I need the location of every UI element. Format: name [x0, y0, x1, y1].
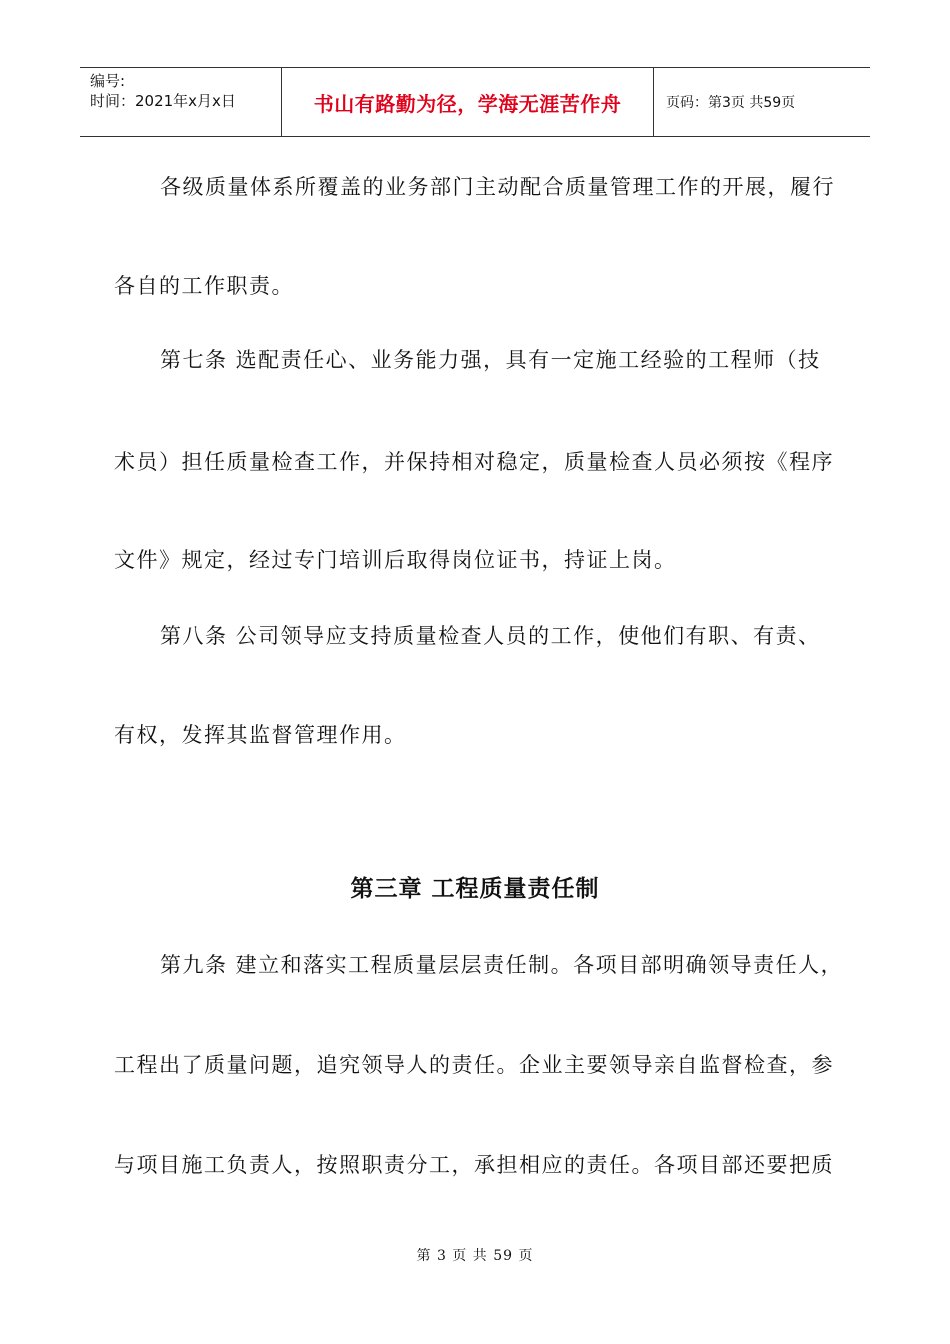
header-motto-cell	[282, 68, 654, 136]
page-footer: 第 3 页 共 59 页	[416, 1248, 534, 1264]
body-line: 第七条 选配责任心、业务能力强，具有一定施工经验的工程师（技	[160, 348, 821, 372]
body-line: 第九条 建立和落实工程质量层层责任制。各项目部明确领导责任人，	[160, 953, 844, 977]
body-line: 各级质量体系所覆盖的业务部门主动配合质量管理工作的开展，履行	[160, 175, 835, 199]
chapter-heading: 第三章 工程质量责任制	[350, 876, 600, 902]
body-line: 文件》规定，经过专门培训后取得岗位证书，持证上岗。	[114, 548, 677, 572]
body-line: 各自的工作职责。	[114, 274, 294, 298]
body-line: 与项目施工负责人，按照职责分工，承担相应的责任。各项目部还要把质	[114, 1153, 834, 1177]
header-motto: 书山有路勤为径，学海无涯苦作舟	[313, 91, 622, 116]
document-header	[80, 67, 870, 137]
body-line: 术员）担任质量检查工作，并保持相对稳定，质量检查人员必须按《程序	[114, 450, 834, 474]
body-line: 工程出了质量问题，追究领导人的责任。企业主要领导亲自监督检查，参	[114, 1053, 834, 1077]
document-date-label: 时间：2021年x月x日	[90, 92, 236, 110]
body-line: 有权，发挥其监督管理作用。	[114, 723, 407, 747]
body-line: 第八条 公司领导应支持质量检查人员的工作，使他们有职、有责、	[160, 624, 821, 648]
header-meta	[80, 68, 282, 136]
document-number-label: 编号:	[90, 72, 126, 90]
header-page-info: 页码：第3页 共59页	[666, 95, 796, 111]
